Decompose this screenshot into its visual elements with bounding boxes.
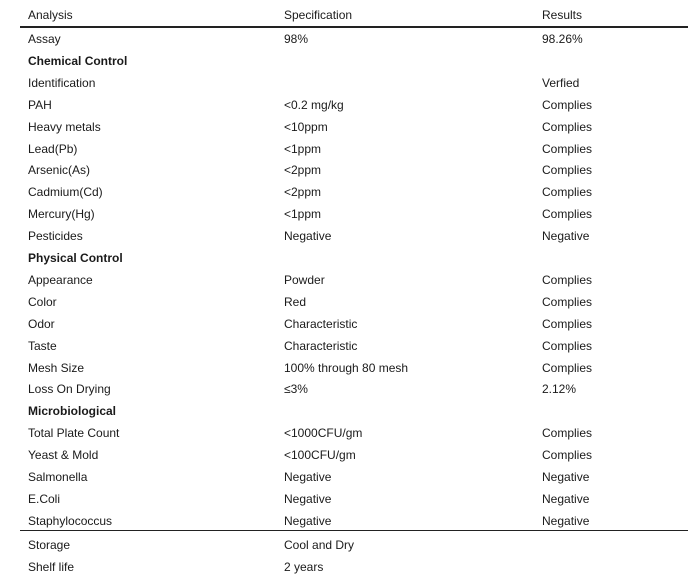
- result-cell: Complies: [542, 119, 593, 134]
- analysis-cell: Arsenic(As): [28, 163, 91, 178]
- analysis-cell: Mesh Size: [28, 360, 85, 375]
- analysis-cell: Color: [28, 294, 57, 309]
- specification-cell: <10ppm: [284, 119, 328, 134]
- result-cell: 98.26%: [542, 32, 583, 46]
- table-row: [20, 444, 688, 466]
- analysis-cell: Salmonella: [28, 470, 88, 484]
- specification-cell: Negative: [284, 229, 332, 244]
- table-row: [20, 313, 688, 335]
- analysis-cell: Identification: [28, 75, 96, 90]
- table-row: [20, 335, 688, 357]
- table-row: [20, 72, 688, 94]
- table-row: [20, 225, 688, 247]
- specification-cell: <0.2 mg/kg: [284, 97, 344, 112]
- result-cell: Negative: [542, 513, 590, 528]
- section-title: Physical Control: [28, 251, 123, 265]
- result-cell: Complies: [542, 97, 593, 112]
- specification-cell: 2 years: [284, 559, 324, 574]
- analysis-cell: Yeast & Mold: [28, 448, 99, 463]
- header-results: Results: [542, 8, 583, 22]
- specification-cell: 98%: [284, 32, 309, 46]
- table-header: [20, 4, 688, 26]
- table-row: [20, 291, 688, 313]
- divider-rule: [20, 530, 688, 531]
- section-heading: [20, 247, 688, 269]
- table-row: [20, 181, 688, 203]
- result-cell: Complies: [542, 448, 593, 463]
- specification-cell: Characteristic: [284, 316, 358, 331]
- specification-cell: <1ppm: [284, 207, 322, 222]
- specification-cell: <2ppm: [284, 163, 322, 178]
- specification-cell: ≤3%: [284, 382, 308, 397]
- table-row: [20, 357, 688, 379]
- table-row: [20, 203, 688, 225]
- specification-cell: Cool and Dry: [284, 537, 355, 552]
- result-cell: Complies: [542, 360, 593, 375]
- analysis-cell: E.Coli: [28, 491, 61, 506]
- header-analysis: Analysis: [28, 8, 73, 22]
- table-row: [20, 556, 688, 578]
- analysis-cell: Loss On Drying: [28, 382, 111, 397]
- specification-cell: Powder: [284, 272, 325, 287]
- result-cell: Negative: [542, 470, 590, 484]
- table-row: [20, 116, 688, 138]
- analysis-cell: Cadmium(Cd): [28, 185, 103, 200]
- result-cell: Complies: [542, 163, 593, 178]
- table-row: [20, 466, 688, 488]
- table-row: [20, 510, 688, 532]
- analysis-cell: Taste: [28, 338, 57, 353]
- result-cell: Negative: [542, 229, 590, 244]
- table-row: [20, 159, 688, 181]
- section-title: Microbiological: [28, 404, 117, 419]
- analysis-cell: Heavy metals: [28, 119, 101, 134]
- specification-cell: <2ppm: [284, 185, 322, 200]
- result-cell: Complies: [542, 338, 593, 353]
- result-cell: Complies: [542, 141, 593, 156]
- analysis-cell: Lead(Pb): [28, 141, 78, 156]
- analysis-cell: Assay: [28, 32, 61, 46]
- analysis-cell: Total Plate Count: [28, 426, 120, 441]
- specification-cell: 100% through 80 mesh: [284, 360, 409, 375]
- analysis-cell: Mercury(Hg): [28, 207, 95, 222]
- result-cell: Complies: [542, 207, 593, 222]
- specification-cell: Characteristic: [284, 338, 358, 353]
- analysis-cell: Pesticides: [28, 229, 83, 244]
- analysis-cell: Odor: [28, 316, 55, 331]
- specification-cell: <1000CFU/gm: [284, 426, 363, 441]
- table-row: [20, 94, 688, 116]
- section-heading: [20, 400, 688, 422]
- analysis-cell: Shelf life: [28, 559, 75, 574]
- specification-cell: <100CFU/gm: [284, 448, 356, 463]
- result-cell: Complies: [542, 316, 593, 331]
- result-cell: Complies: [542, 185, 593, 200]
- specification-cell: Negative: [284, 470, 332, 484]
- table-row: [20, 422, 688, 444]
- specification-cell: Negative: [284, 491, 332, 506]
- specification-cell: Red: [284, 294, 307, 309]
- section-title: Chemical Control: [28, 53, 128, 68]
- table-row: [20, 138, 688, 160]
- table-row: [20, 534, 688, 556]
- result-cell: Verfied: [542, 75, 580, 90]
- result-cell: 2.12%: [542, 382, 577, 397]
- result-cell: Complies: [542, 294, 593, 309]
- header-specification: Specification: [284, 8, 353, 22]
- analysis-cell: Staphylococcus: [28, 513, 113, 528]
- section-heading: [20, 50, 688, 72]
- table-row: [20, 28, 688, 50]
- result-cell: Complies: [542, 272, 593, 287]
- result-cell: Complies: [542, 426, 593, 441]
- analysis-cell: Appearance: [28, 272, 93, 287]
- table-row: [20, 378, 688, 400]
- result-cell: Negative: [542, 491, 590, 506]
- analysis-cell: Storage: [28, 537, 71, 552]
- specification-cell: <1ppm: [284, 141, 322, 156]
- table-row: [20, 488, 688, 510]
- table-row: [20, 269, 688, 291]
- specification-cell: Negative: [284, 513, 332, 528]
- analysis-cell: PAH: [28, 97, 52, 112]
